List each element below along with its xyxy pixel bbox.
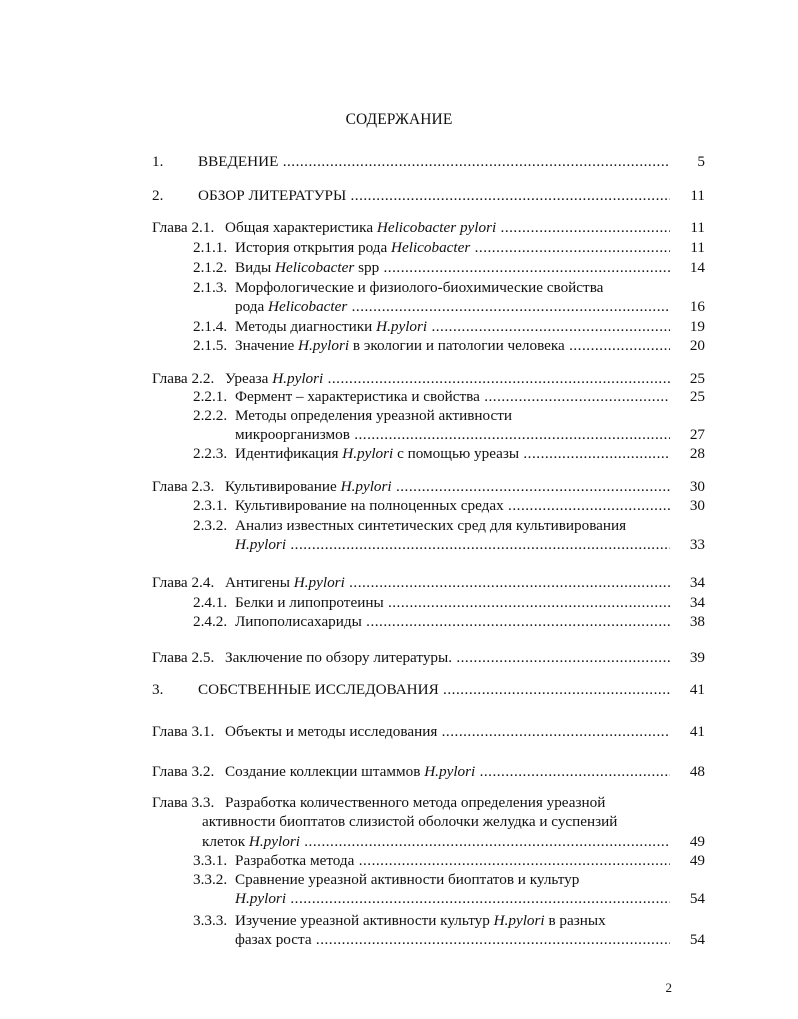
toc-entry — [0, 832, 798, 851]
toc-entry — [0, 186, 798, 205]
toc-entry-number: Глава 3.3. — [152, 794, 215, 811]
toc-entry-title — [235, 297, 670, 316]
toc-entry-text: рода — [235, 298, 269, 315]
toc-entry-number: 1. — [152, 153, 164, 170]
toc-entry-page: 5 — [697, 153, 705, 170]
toc-entry-number: Глава 2.4. — [152, 574, 215, 591]
toc-entry — [0, 496, 798, 515]
toc-entry-title — [225, 573, 670, 592]
toc-entry-page: 48 — [689, 763, 705, 780]
toc-entry-text: клеток — [202, 833, 249, 850]
toc-entry — [0, 573, 798, 592]
toc-entry-page: 25 — [689, 370, 705, 387]
toc-entry-number: 2.4.2. — [193, 613, 228, 630]
toc-entry-text: Разработка количественного метода определения уреазной — [225, 794, 606, 811]
toc-entry-page: 20 — [689, 337, 705, 354]
toc-entry-text-continued: в экологии и патологии человека — [349, 337, 565, 354]
toc-entry-title — [202, 812, 678, 831]
toc-entry-text: активности биоптатов слизистой оболочки желудка и суспензий — [202, 813, 618, 830]
toc-entry-page: 41 — [689, 723, 705, 740]
toc-entry-title — [235, 535, 670, 554]
toc-entry-text: Липополисахариды — [235, 613, 362, 630]
toc-entry-title — [202, 832, 670, 851]
toc-entry-number: Глава 3.1. — [152, 723, 215, 740]
toc-entry-text: Изучение уреазной активности культур — [235, 912, 494, 929]
toc-entry-title — [235, 889, 670, 908]
toc-entry — [0, 387, 798, 406]
toc-entry-text: Методы определения уреазной активности — [235, 407, 513, 424]
toc-entry-page: 11 — [690, 187, 705, 204]
toc-entry-title — [235, 387, 670, 406]
toc-entry-number: Глава 2.3. — [152, 478, 215, 495]
toc-entry-text: СОБСТВЕННЫЕ ИССЛЕДОВАНИЯ — [198, 681, 439, 698]
toc-entry-text: Заключение по обзору литературы. — [225, 649, 453, 666]
toc-entry-title — [198, 152, 670, 171]
toc-entry-text: Анализ известных синтетических сред для культивирования — [235, 517, 627, 534]
toc-entry-title — [235, 278, 678, 297]
toc-entry-number: Глава 2.1. — [152, 219, 215, 236]
toc-entry-text: Создание коллекции штаммов — [225, 763, 425, 780]
toc-entry-text: микроорганизмов — [235, 426, 350, 443]
toc-entry-title — [198, 680, 670, 699]
toc-entry-number: 2.1.3. — [193, 279, 228, 296]
toc-entry — [0, 889, 798, 908]
toc-entry-page: 11 — [690, 219, 705, 236]
toc-entry-number: 2.1.2. — [193, 259, 228, 276]
toc-entry-title — [225, 218, 670, 237]
toc-entry-title — [235, 425, 670, 444]
toc-entry — [0, 680, 798, 699]
toc-entry-number: Глава 2.2. — [152, 370, 215, 387]
toc-entry — [0, 930, 798, 949]
toc-entry-text: Белки и липопротеины — [235, 594, 384, 611]
toc-entry — [0, 593, 798, 612]
toc-entry-page: 28 — [689, 445, 705, 462]
toc-entry-text: ОБЗОР ЛИТЕРАТУРЫ — [198, 187, 347, 204]
toc-entry — [0, 535, 798, 554]
toc-entry-page: 30 — [689, 478, 705, 495]
toc-entry-page: 16 — [689, 298, 705, 315]
toc-entry-title — [225, 793, 678, 812]
toc-entry-title — [225, 477, 670, 496]
toc-entry-number: 2.2.3. — [193, 445, 228, 462]
toc-entry-italic-term: H.pylori — [235, 536, 287, 553]
toc-entry-page: 33 — [689, 536, 705, 553]
toc-entry-text: Идентификация — [235, 445, 343, 462]
toc-entry — [0, 278, 798, 297]
toc-entry-text: Антигены — [225, 574, 294, 591]
toc-entry-page: 30 — [689, 497, 705, 514]
toc-entry-title — [235, 496, 670, 515]
toc-entry-page: 49 — [689, 852, 705, 869]
toc-entry-title — [235, 911, 678, 930]
toc-entry-number: 2.4.1. — [193, 594, 228, 611]
toc-entry — [0, 238, 798, 257]
toc-entry-number: 2.2.2. — [193, 407, 228, 424]
toc-entry-page: 34 — [689, 574, 705, 591]
toc-entry — [0, 516, 798, 535]
toc-entry-text: Морфологические и физиолого-биохимические свойства — [235, 279, 604, 296]
toc-entry-italic-term: H.pylori — [340, 478, 392, 495]
toc-entry-title — [225, 648, 670, 667]
toc-entry — [0, 812, 798, 831]
toc-entry-number: 2.1.5. — [193, 337, 228, 354]
toc-entry-text: Общая характеристика — [225, 219, 377, 236]
toc-entry-number: 2. — [152, 187, 164, 204]
toc-entry — [0, 870, 798, 889]
toc-entry-page: 27 — [689, 426, 705, 443]
toc-entry-number: 3.3.1. — [193, 852, 228, 869]
toc-entry-italic-term: H.pylori — [248, 833, 300, 850]
toc-entry-text: Виды — [235, 259, 275, 276]
toc-entry-italic-term: Helicobacter — [268, 298, 348, 315]
toc-entry-title — [235, 406, 678, 425]
toc-entry-italic-term: H.pylori — [342, 445, 394, 462]
toc-entry — [0, 425, 798, 444]
toc-entry-page: 34 — [689, 594, 705, 611]
toc-entry — [0, 297, 798, 316]
toc-entry-italic-term: H.pylori — [293, 574, 345, 591]
toc-entry-number: 2.2.1. — [193, 388, 228, 405]
toc-entry-text: фазах роста — [235, 931, 312, 948]
toc-entry — [0, 152, 798, 171]
toc-entry-page: 49 — [689, 833, 705, 850]
toc-entry-page: 41 — [689, 681, 705, 698]
toc-entry-title — [235, 930, 670, 949]
toc-entry-text: Культивирование на полноценных средах — [235, 497, 504, 514]
page-title: СОДЕРЖАНИЕ — [345, 111, 453, 128]
toc-entry-number: 2.3.1. — [193, 497, 228, 514]
toc-entry-number: 3. — [152, 681, 164, 698]
toc-entry-italic-term: H.pylori — [298, 337, 350, 354]
toc-entry-text: Методы диагностики — [235, 318, 377, 335]
toc-entry-title — [235, 870, 678, 889]
toc-entry-title — [225, 762, 670, 781]
toc-entry-italic-term: H.pylori — [272, 370, 324, 387]
toc-entry-text-continued: в разных — [544, 912, 606, 929]
toc-entry — [0, 612, 798, 631]
toc-entry-italic-term: H.pylori — [376, 318, 428, 335]
toc-entry-number: 2.1.1. — [193, 239, 228, 256]
toc-entry-page: 38 — [689, 613, 705, 630]
toc-entry — [0, 722, 798, 741]
toc-entry-text: История открытия рода — [235, 239, 392, 256]
toc-entry-title — [235, 238, 670, 257]
toc-entry-title — [235, 516, 678, 535]
toc-entry-text-continued: spp — [354, 259, 380, 276]
toc-entry-page: 54 — [689, 931, 705, 948]
toc-entry-number: 3.3.2. — [193, 871, 228, 888]
toc-entry — [0, 406, 798, 425]
toc-entry-page: 19 — [689, 318, 705, 335]
toc-entry-italic-term: H.pylori — [424, 763, 476, 780]
toc-entry-text-continued: с помощью уреазы — [393, 445, 520, 462]
toc-entry-title — [235, 317, 670, 336]
toc-entry — [0, 336, 798, 355]
toc-entry-text: Фермент – характеристика и свойства — [235, 388, 480, 405]
toc-entry-text: Разработка метода — [235, 852, 355, 869]
toc-entry-title — [235, 444, 670, 463]
toc-entry-title — [225, 369, 670, 388]
toc-entry-number: Глава 3.2. — [152, 763, 215, 780]
toc-entry-italic-term: Helicobacter — [275, 259, 355, 276]
toc-entry-number: Глава 2.5. — [152, 649, 215, 666]
toc-entry-number: 2.1.4. — [193, 318, 228, 335]
toc-entry-text: Культивирование — [225, 478, 341, 495]
toc-entry-number: 2.3.2. — [193, 517, 228, 534]
toc-entry — [0, 444, 798, 463]
toc-entry-text: ВВЕДЕНИЕ — [198, 153, 279, 170]
toc-entry-title — [235, 258, 670, 277]
toc-entry-title — [235, 593, 670, 612]
toc-entry-italic-term: Helicobacter pylori — [376, 219, 497, 236]
toc-entry — [0, 911, 798, 930]
toc-entry — [0, 258, 798, 277]
toc-entry-text: Значение — [235, 337, 299, 354]
toc-entry-text: Уреаза — [225, 370, 273, 387]
toc-entry-text: Сравнение уреазной активности биоптатов и культур — [235, 871, 580, 888]
toc-entry — [0, 218, 798, 237]
toc-entry-italic-term: Helicobacter — [391, 239, 471, 256]
toc-entry-italic-term: H.pylori — [493, 912, 545, 929]
toc-entry — [0, 317, 798, 336]
toc-entry — [0, 477, 798, 496]
toc-entry-page: 39 — [689, 649, 705, 666]
toc-entry-italic-term: H.pylori — [235, 890, 287, 907]
toc-entry-title — [235, 336, 670, 355]
toc-entry-number: 3.3.3. — [193, 912, 228, 929]
toc-entry — [0, 851, 798, 870]
toc-entry — [0, 648, 798, 667]
toc-entry-page: 25 — [689, 388, 705, 405]
toc-entry — [0, 369, 798, 388]
toc-entry-title — [235, 612, 670, 631]
toc-entry — [0, 793, 798, 812]
toc-entry-title — [198, 186, 670, 205]
toc-entry — [0, 762, 798, 781]
toc-entry-page: 11 — [690, 239, 705, 256]
page-number: 2 — [665, 980, 672, 995]
toc-entry-page: 54 — [689, 890, 705, 907]
toc-entry-text: Объекты и методы исследования — [225, 723, 438, 740]
toc-entry-title — [235, 851, 670, 870]
toc-entry-title — [225, 722, 670, 741]
toc-entry-page: 14 — [689, 259, 705, 276]
